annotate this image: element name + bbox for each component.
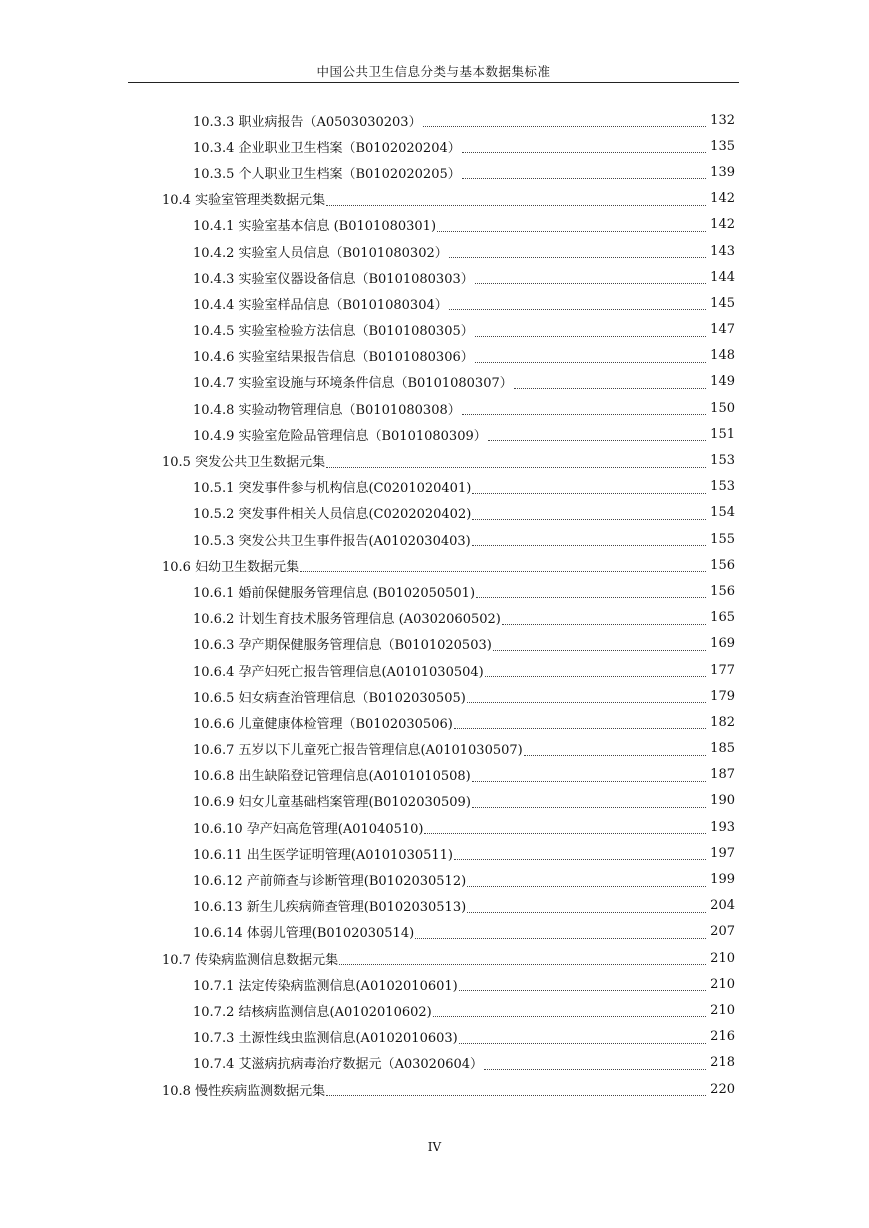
- toc-entry-page: 144: [710, 269, 735, 285]
- dot-leader: [326, 1082, 706, 1096]
- toc-entry-title: 10.4.4 实验室样品信息（B0101080304）: [193, 297, 448, 313]
- toc-entry-title: 10.4.9 实验室危险品管理信息（B0101080309）: [193, 428, 487, 444]
- dot-leader: [459, 977, 706, 991]
- toc-entry-page: 153: [710, 479, 735, 495]
- toc-entry-title: 10.6.8 出生缺陷登记管理信息(A0101010508): [193, 769, 471, 785]
- toc-subsection-entry[interactable]: [0, 971, 869, 997]
- toc-subsection-entry[interactable]: [0, 683, 869, 709]
- toc-entry-page: 145: [710, 295, 735, 311]
- toc-entry-page: 135: [710, 138, 735, 154]
- toc-subsection-entry[interactable]: [0, 997, 869, 1023]
- toc-entry-page: 148: [710, 348, 735, 364]
- toc-subsection-entry[interactable]: [0, 788, 869, 814]
- toc-section-entry[interactable]: [0, 552, 869, 578]
- toc-subsection-entry[interactable]: [0, 474, 869, 500]
- running-header: 中国公共卫生信息分类与基本数据集标准: [316, 64, 551, 79]
- toc-entry-page: 142: [710, 217, 735, 233]
- toc-entry-title: 10.6.1 婚前保健服务管理信息 (B0102050501): [193, 585, 476, 601]
- toc-entry-page: 187: [710, 767, 735, 783]
- toc-entry-title: 10.5.1 突发事件参与机构信息(C0201020401): [193, 481, 472, 497]
- toc-entry-title: 10.3.4 企业职业卫生档案（B0102020204）: [193, 140, 461, 156]
- toc-subsection-entry[interactable]: [0, 605, 869, 631]
- dot-leader: [424, 820, 706, 834]
- toc-subsection-entry[interactable]: [0, 421, 869, 447]
- toc-entry-page: 199: [710, 872, 735, 888]
- toc-entry-title: 10.4 实验室管理类数据元集: [162, 193, 326, 209]
- toc-entry-page: 147: [710, 322, 735, 338]
- toc-entry-title: 10.6.6 儿童健康体检管理（B0102030506): [193, 716, 453, 732]
- toc-entry-page: 149: [710, 374, 735, 390]
- toc-entry-title: 10.7 传染病监测信息数据元集: [162, 952, 339, 968]
- toc-entry-title: 10.7.2 结核病监测信息(A0102010602): [193, 1004, 432, 1020]
- toc-subsection-entry[interactable]: [0, 500, 869, 526]
- toc-entry-title: 10.5.3 突发公共卫生事件报告(A0102030403): [193, 533, 471, 549]
- toc-subsection-entry[interactable]: [0, 317, 869, 343]
- toc-entry-page: 207: [710, 924, 735, 940]
- dot-leader: [472, 794, 706, 808]
- toc-subsection-entry[interactable]: [0, 290, 869, 316]
- toc-subsection-entry[interactable]: [0, 657, 869, 683]
- toc-entry-title: 10.6.10 孕产妇高危管理(A01040510): [193, 821, 424, 837]
- toc-subsection-entry[interactable]: [0, 133, 869, 159]
- toc-entry-page: 216: [710, 1029, 735, 1045]
- toc-entry-page: 154: [710, 505, 735, 521]
- toc-entry-title: 10.3.3 职业病报告（A0503030203）: [193, 114, 422, 130]
- toc-entry-title: 10.6.5 妇女病查治管理信息（B0102030505): [193, 690, 466, 706]
- toc-subsection-entry[interactable]: [0, 893, 869, 919]
- toc-entry-title: 10.6.13 新生儿疾病筛查管理(B0102030513): [193, 900, 467, 916]
- dot-leader: [454, 715, 706, 729]
- toc-entry-page: 143: [710, 243, 735, 259]
- toc-entry-page: 185: [710, 741, 735, 757]
- toc-entry-title: 10.7.1 法定传染病监测信息(A0102010601): [193, 978, 458, 994]
- dot-leader: [326, 454, 706, 468]
- dot-leader: [476, 584, 706, 598]
- toc-subsection-entry[interactable]: [0, 395, 869, 421]
- dot-leader: [462, 401, 706, 415]
- dot-leader: [459, 1030, 706, 1044]
- toc-subsection-entry[interactable]: [0, 762, 869, 788]
- dot-leader: [488, 427, 706, 441]
- toc-entry-title: 10.4.8 实验动物管理信息（B0101080308）: [193, 402, 461, 418]
- dot-leader: [485, 663, 706, 677]
- toc-entry-page: 179: [710, 688, 735, 704]
- dot-leader: [467, 873, 706, 887]
- toc-entry-page: 177: [710, 662, 735, 678]
- dot-leader: [437, 218, 706, 232]
- toc-entry-page: 190: [710, 793, 735, 809]
- toc-entry-title: 10.4.5 实验室检验方法信息（B0101080305）: [193, 324, 474, 340]
- toc-subsection-entry[interactable]: [0, 578, 869, 604]
- toc-entry-title: 10.5 突发公共卫生数据元集: [162, 455, 326, 471]
- dot-leader: [472, 532, 706, 546]
- dot-leader: [493, 637, 706, 651]
- toc-entry-title: 10.3.5 个人职业卫生档案（B0102020205）: [193, 166, 461, 182]
- toc-subsection-entry[interactable]: [0, 1050, 869, 1076]
- dot-leader: [433, 1003, 706, 1017]
- toc-entry-title: 10.5.2 突发事件相关人员信息(C0202020402): [193, 507, 472, 523]
- table-of-contents: [0, 107, 869, 1102]
- toc-subsection-entry[interactable]: [0, 159, 869, 185]
- toc-entry-page: 210: [710, 950, 735, 966]
- toc-subsection-entry[interactable]: [0, 238, 869, 264]
- dot-leader: [472, 768, 706, 782]
- toc-entry-title: 10.6.3 孕产期保健服务管理信息（B0101020503): [193, 638, 492, 654]
- dot-leader: [475, 270, 706, 284]
- dot-leader: [475, 323, 706, 337]
- dot-leader: [462, 165, 706, 179]
- toc-entry-page: 155: [710, 531, 735, 547]
- page-number: IV: [427, 1140, 442, 1154]
- dot-leader: [339, 951, 706, 965]
- toc-entry-page: 204: [710, 898, 735, 914]
- toc-subsection-entry[interactable]: [0, 369, 869, 395]
- toc-subsection-entry[interactable]: [0, 107, 869, 133]
- toc-section-entry[interactable]: [0, 945, 869, 971]
- toc-entry-page: 156: [710, 557, 735, 573]
- toc-subsection-entry[interactable]: [0, 919, 869, 945]
- toc-entry-page: 197: [710, 845, 735, 861]
- toc-entry-page: 182: [710, 714, 735, 730]
- toc-entry-title: 10.6.12 产前筛查与诊断管理(B0102030512): [193, 874, 467, 890]
- toc-entry-page: 153: [710, 453, 735, 469]
- dot-leader: [300, 558, 706, 572]
- toc-entry-title: 10.6.7 五岁以下儿童死亡报告管理信息(A0101030507): [193, 743, 523, 759]
- toc-entry-page: 169: [710, 636, 735, 652]
- toc-entry-page: 150: [710, 400, 735, 416]
- toc-entry-title: 10.6 妇幼卫生数据元集: [162, 559, 300, 575]
- toc-entry-title: 10.7.3 土源性线虫监测信息(A0102010603): [193, 1031, 458, 1047]
- toc-subsection-entry[interactable]: [0, 709, 869, 735]
- toc-subsection-entry[interactable]: [0, 814, 869, 840]
- toc-entry-page: 165: [710, 610, 735, 626]
- toc-entry-title: 10.6.2 计划生育技术服务管理信息 (A0302060502): [193, 612, 501, 628]
- dot-leader: [514, 375, 706, 389]
- toc-entry-title: 10.6.4 孕产妇死亡报告管理信息(A0101030504): [193, 664, 484, 680]
- dot-leader: [524, 742, 706, 756]
- toc-section-entry[interactable]: [0, 447, 869, 473]
- toc-subsection-entry[interactable]: [0, 631, 869, 657]
- toc-entry-page: 218: [710, 1055, 735, 1071]
- toc-entry-title: 10.4.7 实验室设施与环境条件信息（B0101080307）: [193, 376, 513, 392]
- toc-entry-title: 10.4.3 实验室仪器设备信息（B0101080303）: [193, 271, 474, 287]
- toc-subsection-entry[interactable]: [0, 866, 869, 892]
- toc-entry-title: 10.6.14 体弱儿管理(B0102030514): [193, 926, 415, 942]
- toc-subsection-entry[interactable]: [0, 526, 869, 552]
- dot-leader: [423, 113, 706, 127]
- toc-entry-page: 220: [710, 1081, 735, 1097]
- dot-leader: [454, 846, 706, 860]
- toc-subsection-entry[interactable]: [0, 212, 869, 238]
- dot-leader: [472, 506, 706, 520]
- toc-section-entry[interactable]: [0, 1076, 869, 1102]
- toc-subsection-entry[interactable]: [0, 736, 869, 762]
- header-rule: [128, 82, 739, 83]
- dot-leader: [415, 925, 706, 939]
- toc-entry-title: 10.7.4 艾滋病抗病毒治疗数据元（A03020604）: [193, 1057, 484, 1073]
- toc-entry-title: 10.6.9 妇女儿童基础档案管理(B0102030509): [193, 795, 471, 811]
- dot-leader: [449, 244, 706, 258]
- toc-entry-title: 10.6.11 出生医学证明管理(A0101030511): [193, 847, 453, 863]
- toc-entry-title: 10.4.2 实验室人员信息（B0101080302）: [193, 245, 448, 261]
- dot-leader: [502, 611, 706, 625]
- dot-leader: [462, 139, 706, 153]
- toc-entry-page: 193: [710, 819, 735, 835]
- toc-entry-title: 10.4.1 实验室基本信息 (B0101080301): [193, 219, 437, 235]
- toc-entry-page: 210: [710, 976, 735, 992]
- toc-entry-page: 132: [710, 112, 735, 128]
- toc-section-entry[interactable]: [0, 186, 869, 212]
- toc-entry-title: 10.8 慢性疾病监测数据元集: [162, 1083, 326, 1099]
- dot-leader: [475, 349, 706, 363]
- toc-entry-page: 210: [710, 1002, 735, 1018]
- dot-leader: [326, 192, 706, 206]
- toc-subsection-entry[interactable]: [0, 343, 869, 369]
- toc-subsection-entry[interactable]: [0, 264, 869, 290]
- toc-entry-page: 139: [710, 164, 735, 180]
- dot-leader: [467, 899, 706, 913]
- dot-leader: [472, 480, 706, 494]
- toc-entry-page: 156: [710, 583, 735, 599]
- dot-leader: [449, 296, 706, 310]
- toc-subsection-entry[interactable]: [0, 1024, 869, 1050]
- toc-subsection-entry[interactable]: [0, 840, 869, 866]
- toc-entry-title: 10.4.6 实验室结果报告信息（B0101080306）: [193, 350, 474, 366]
- toc-entry-page: 151: [710, 426, 735, 442]
- dot-leader: [484, 1056, 706, 1070]
- toc-entry-page: 142: [710, 191, 735, 207]
- dot-leader: [467, 689, 706, 703]
